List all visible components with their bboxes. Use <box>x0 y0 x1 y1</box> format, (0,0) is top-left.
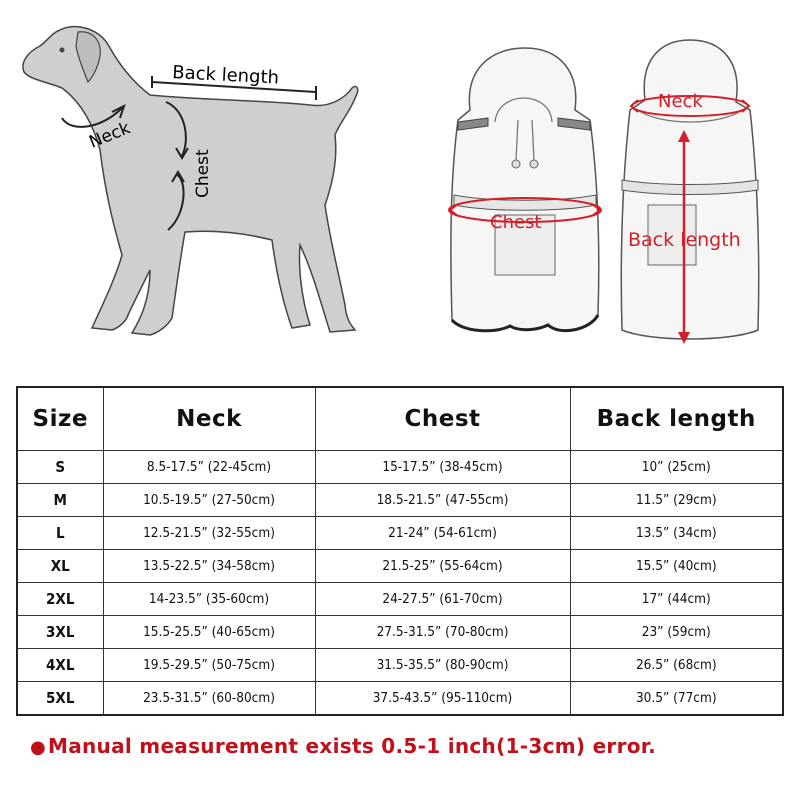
note-text: Manual measurement exists 0.5-1 inch(1-3cm) error. <box>48 734 657 758</box>
back-length-cell: 23” (59cm) <box>570 616 783 649</box>
size-cell: 4XL <box>17 649 103 682</box>
chest-label: Chest <box>193 149 213 198</box>
size-chart-table <box>16 386 784 716</box>
back-length-cell: 13.5” (34cm) <box>570 517 783 550</box>
back-length-label: Back length <box>171 62 280 89</box>
header-chest: Chest <box>315 387 570 451</box>
header-neck: Neck <box>103 387 315 451</box>
chest-cell: 31.5-35.5” (80-90cm) <box>315 649 570 682</box>
coat-front-toggle-left <box>512 160 520 168</box>
back-length-cell: 10” (25cm) <box>570 451 783 484</box>
chest-cell: 18.5-21.5” (47-55cm) <box>315 484 570 517</box>
neck-cell: 12.5-21.5” (32-55cm) <box>103 517 315 550</box>
measurement-error-note <box>30 734 780 758</box>
neck-cell: 10.5-19.5” (27-50cm) <box>103 484 315 517</box>
size-cell: S <box>17 451 103 484</box>
table-row <box>17 583 783 616</box>
back-length-cell: 26.5” (68cm) <box>570 649 783 682</box>
table-row <box>17 616 783 649</box>
size-cell: M <box>17 484 103 517</box>
neck-label: Neck <box>86 118 134 153</box>
back-length-cell: 15.5” (40cm) <box>570 550 783 583</box>
size-cell: XL <box>17 550 103 583</box>
back-length-cell: 17” (44cm) <box>570 583 783 616</box>
chest-cell: 37.5-43.5” (95-110cm) <box>315 682 570 716</box>
chest-cell: 24-27.5” (61-70cm) <box>315 583 570 616</box>
size-cell: 2XL <box>17 583 103 616</box>
neck-cell: 15.5-25.5” (40-65cm) <box>103 616 315 649</box>
table-row <box>17 649 783 682</box>
neck-cell: 13.5-22.5” (34-58cm) <box>103 550 315 583</box>
size-cell: 3XL <box>17 616 103 649</box>
table-row <box>17 484 783 517</box>
back-length-cell: 30.5” (77cm) <box>570 682 783 716</box>
coat-front-toggle-right <box>530 160 538 168</box>
dog-eye <box>60 48 65 53</box>
header-back-length: Back length <box>570 387 783 451</box>
neck-cell: 23.5-31.5” (60-80cm) <box>103 682 315 716</box>
coat-front-chest-label: Chest <box>490 212 542 233</box>
raincoat-back-view <box>600 30 780 360</box>
table-row <box>17 517 783 550</box>
bullet-icon: ● <box>30 737 47 758</box>
table-row <box>17 451 783 484</box>
size-cell: L <box>17 517 103 550</box>
table-row <box>17 682 783 716</box>
chest-cell: 21.5-25” (55-64cm) <box>315 550 570 583</box>
back-length-cell: 11.5” (29cm) <box>570 484 783 517</box>
dog-measurement-diagram <box>0 0 400 370</box>
raincoat-front-view <box>440 30 610 350</box>
coat-front-outline <box>451 48 599 331</box>
coat-back-neck-label: Neck <box>658 91 703 112</box>
table-header-row <box>17 387 783 451</box>
chest-cell: 27.5-31.5” (70-80cm) <box>315 616 570 649</box>
table-row <box>17 550 783 583</box>
chest-cell: 15-17.5” (38-45cm) <box>315 451 570 484</box>
chest-cell: 21-24” (54-61cm) <box>315 517 570 550</box>
header-size: Size <box>17 387 103 451</box>
neck-cell: 8.5-17.5” (22-45cm) <box>103 451 315 484</box>
neck-cell: 14-23.5” (35-60cm) <box>103 583 315 616</box>
size-cell: 5XL <box>17 682 103 716</box>
neck-cell: 19.5-29.5” (50-75cm) <box>103 649 315 682</box>
coat-back-length-label: Back length <box>628 229 741 251</box>
